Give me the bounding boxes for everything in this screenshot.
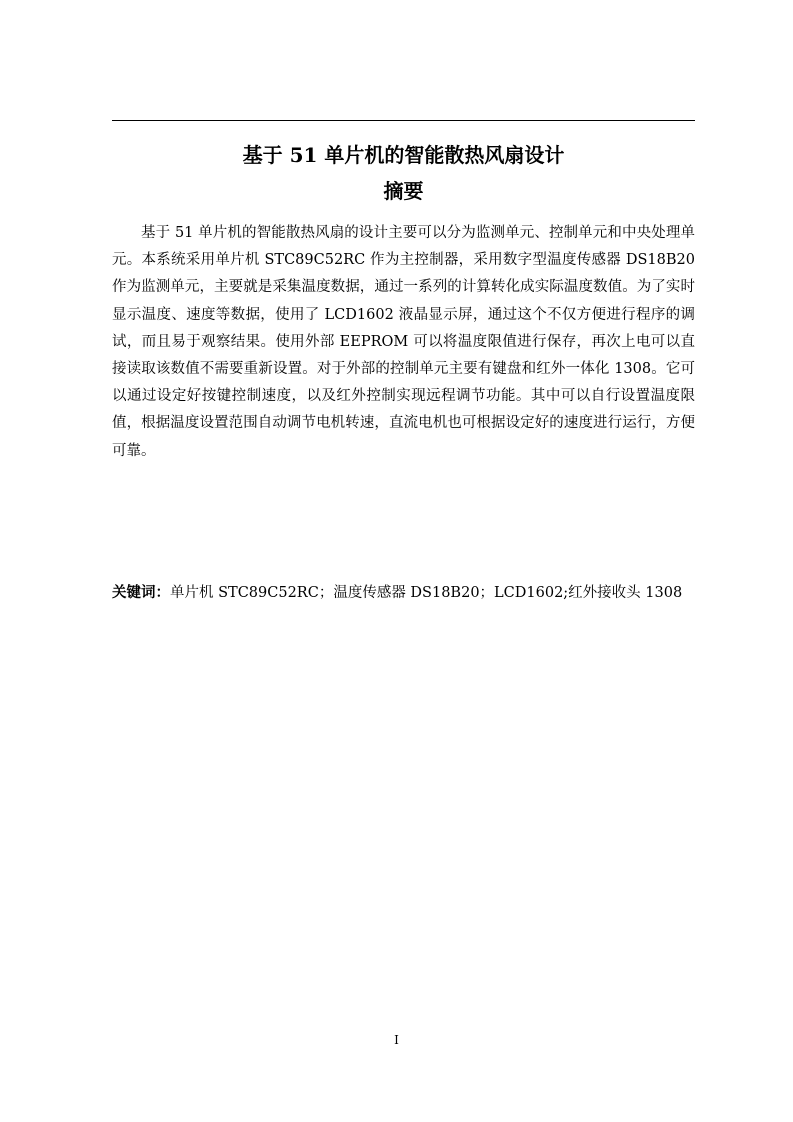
document-title: 基于 51 单片机的智能散热风扇设计 — [242, 143, 565, 167]
header-rule — [112, 120, 695, 121]
abstract-heading: 摘要 — [383, 179, 424, 203]
keywords-label: 关键词： — [112, 584, 170, 601]
keywords-line — [112, 582, 712, 604]
abstract-paragraph: 基于 51 单片机的智能散热风扇的设计主要可以分为监测单元、控制单元和中央处理单元。本系统采用单片机 STC89C52RC 作为主控制器，采用数字型温度传感器 DS18B20 作为监测单元，主要就是采集温度数据，通过一系列的计算转化成实际温度数值。为了实时显示温度、速度等数据，使用了 LCD1602 液晶显示屏，通过这个不仅方便进行程序的调试，而且易于观察结果。使用外部 EEPROM 可以将温度限值进行保存，再次上电可以直接读取该数值不需要重新设置。对于外部的控制单元主要有键盘和红外一体化 1308。它可以通过设定好按键控制速度，以及红外控制实现远程调节功能。其中可以自行设置温度限值，根据温度设置范围自动调节电机转速，直流电机也可根据设定好的速度进行运行，方便可靠。 — [112, 225, 695, 459]
keywords-text: 单片机 STC89C52RC；温度传感器 DS18B20；LCD1602;红外接收头 1308 — [170, 585, 683, 601]
page-number: I — [394, 1033, 399, 1047]
